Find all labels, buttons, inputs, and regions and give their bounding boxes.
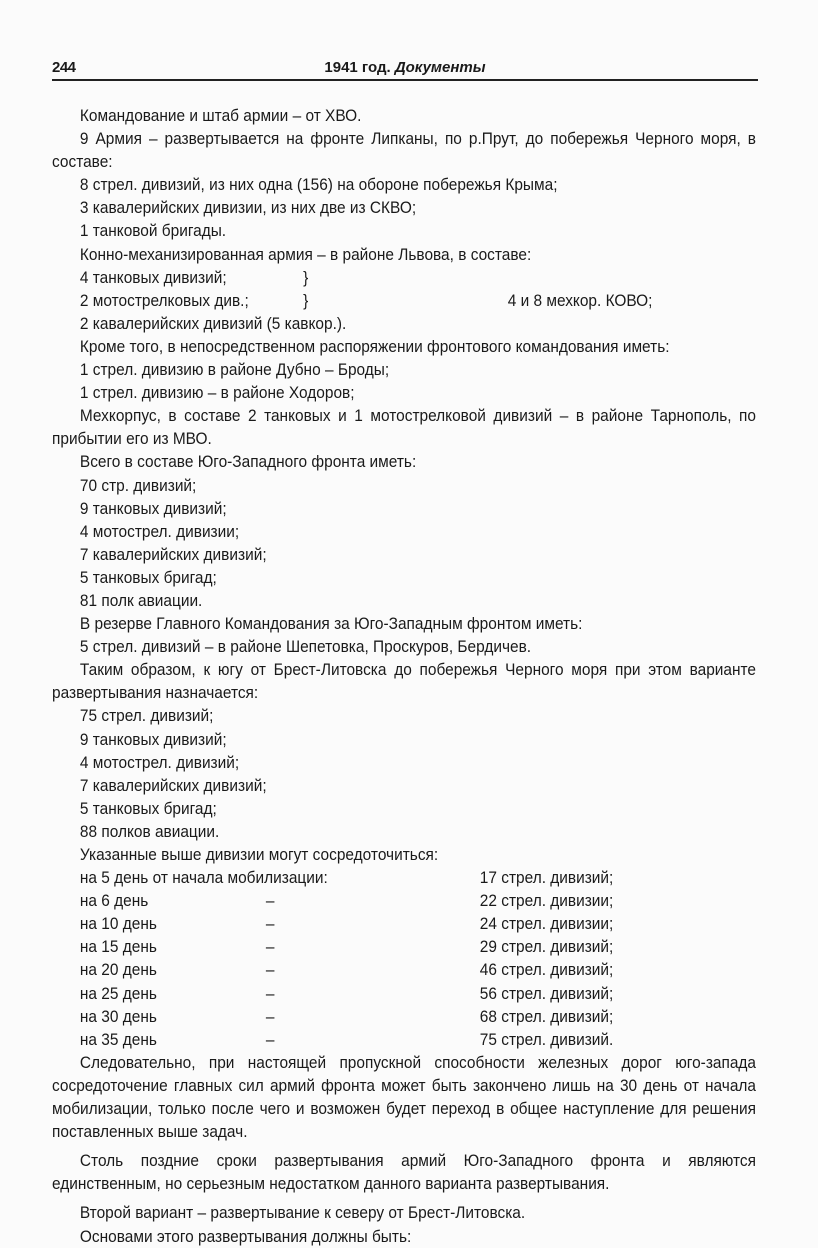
schedule-dash: –	[265, 960, 275, 980]
schedule-day: на 35 день	[79, 1029, 157, 1049]
list-item: 1 танковой бригады.	[79, 221, 227, 241]
list-item: 88 полков авиации.	[79, 821, 220, 841]
document-body	[52, 104, 756, 1248]
schedule-value: 68 стрел. дивизий;	[479, 1006, 614, 1026]
list-item	[52, 266, 756, 289]
paragraph: В резерве Главного Командования за Юго-Западным фронтом иметь:	[79, 614, 583, 634]
running-head	[52, 57, 758, 81]
schedule-row	[52, 958, 756, 981]
paragraph: Столь поздние сроки развертывания армий Юго-Западного фронта и являются единственным, но серьезным недостатком данного варианта развертывания.	[52, 1151, 757, 1194]
bracket-note: 4 и 8 мехкор. КОВО;	[507, 290, 653, 310]
schedule-dash: –	[265, 914, 275, 934]
head-title-year: 1941 год.	[324, 59, 391, 76]
list-item: 5 танковых бригад;	[79, 567, 217, 587]
list-item: 2 кавалерийских дивизий (5 кавкор.).	[79, 313, 347, 333]
brace-symbol: }	[303, 267, 309, 287]
schedule-dash: –	[265, 1006, 275, 1026]
paragraph: Конно-механизированная армия – в районе Львова, в составе:	[79, 244, 532, 264]
schedule-row	[52, 1028, 756, 1051]
list-item: 4 мотострел. дивизий;	[79, 752, 240, 772]
list-item: 7 кавалерийских дивизий;	[79, 544, 267, 564]
list-item-text: 2 мотострелковых див.;	[79, 290, 249, 310]
page-number: 244	[52, 59, 76, 76]
running-head-title	[52, 59, 758, 76]
schedule-row	[52, 982, 756, 1005]
list-item: 5 стрел. дивизий – в районе Шепетовка, Проскуров, Бердичев.	[79, 637, 532, 657]
schedule-day: на 15 день	[79, 937, 157, 957]
list-item: 5 танковых бригад;	[79, 798, 217, 818]
head-title-italic: Документы	[394, 59, 486, 76]
list-item: 1 стрел. дивизию – в районе Ходоров;	[79, 383, 355, 403]
paragraph: Таким образом, к югу от Брест-Литовска до побережья Черного моря при этом варианте развертывания назначается:	[52, 660, 757, 703]
list-item	[52, 289, 756, 312]
schedule-day: на 25 день	[79, 983, 157, 1003]
paragraph: Указанные выше дивизии могут сосредоточиться:	[79, 845, 439, 864]
schedule-value: 46 стрел. дивизий;	[479, 960, 614, 980]
paragraph: 9 Армия – развертывается на фронте Липканы, по р.Прут, до побережья Черного моря, в составе:	[52, 129, 757, 172]
schedule-value: 24 стрел. дивизии;	[479, 914, 614, 934]
schedule-row	[52, 889, 756, 912]
paragraph: Следовательно, при настоящей пропускной способности железных дорог юго-запада сосредоточение главных сил армий фронта может быть закончено лишь на 30 день от начала мобилизации, только после чего и возможен будет переход в общее наступление для решения поставленных выше задач.	[52, 1052, 757, 1142]
list-item: 70 стр. дивизий;	[79, 475, 197, 495]
schedule-day: на 6 день	[79, 891, 149, 911]
list-item: 81 полк авиации.	[79, 590, 203, 610]
paragraph: Командование и штаб армии – от ХВО.	[79, 106, 362, 125]
paragraph: Всего в составе Юго-Западного фронта иметь:	[79, 452, 417, 472]
list-item: 8 стрел. дивизий, из них одна (156) на обороне побережья Крыма;	[79, 175, 558, 195]
paragraph: Мехкорпус, в составе 2 танковых и 1 мотострелковой дивизий – в районе Тарнополь, по прибытии его из МВО.	[52, 406, 757, 449]
list-item-text: 4 танковых дивизий;	[79, 267, 227, 287]
schedule-day: на 10 день	[79, 914, 157, 934]
paragraph: Основами этого развертывания должны быть:	[79, 1226, 412, 1246]
schedule-value: 29 стрел. дивизий;	[479, 937, 614, 957]
list-item: 1 стрел. дивизию в районе Дубно – Броды;	[79, 360, 390, 380]
schedule-row	[52, 935, 756, 958]
schedule-dash: –	[265, 983, 275, 1003]
schedule-value: 75 стрел. дивизий.	[479, 1029, 614, 1049]
schedule-dash: –	[265, 1029, 275, 1049]
paragraph: Кроме того, в непосредственном распоряжении фронтового командования иметь:	[79, 336, 670, 356]
schedule-day: на 30 день	[79, 1006, 157, 1026]
schedule-dash: –	[265, 937, 275, 957]
schedule-row	[52, 1005, 756, 1028]
schedule-day: на 20 день	[79, 960, 157, 980]
brace-symbol: }	[303, 290, 309, 310]
list-item: 4 мотострел. дивизии;	[79, 521, 240, 541]
schedule-value: 22 стрел. дивизии;	[479, 891, 614, 911]
list-item: 9 танковых дивизий;	[79, 498, 227, 518]
list-item: 3 кавалерийских дивизии, из них две из СКВО;	[79, 198, 417, 218]
schedule-value: 56 стрел. дивизий;	[479, 983, 614, 1003]
list-item: 7 кавалерийских дивизий;	[79, 775, 267, 795]
schedule-value: 17 стрел. дивизий;	[479, 868, 614, 888]
schedule-day: на 5 день от начала мобилизации:	[79, 868, 328, 888]
schedule-dash: –	[265, 891, 275, 911]
schedule-row	[52, 912, 756, 935]
schedule-row	[52, 866, 756, 889]
list-item: 9 танковых дивизий;	[79, 729, 227, 749]
list-item: 75 стрел. дивизий;	[79, 706, 214, 726]
paragraph: Второй вариант – развертывание к северу от Брест-Литовска.	[79, 1203, 526, 1223]
